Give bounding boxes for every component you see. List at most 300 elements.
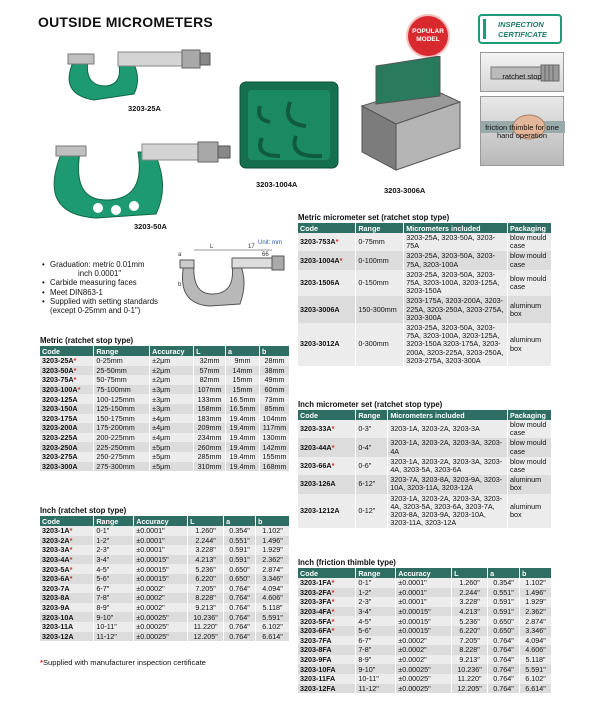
inch-set-heading: Inch micrometer set (ratchet stop type) xyxy=(298,400,443,409)
column-header: Accuracy xyxy=(134,516,188,526)
certificate-star: * xyxy=(69,545,73,555)
inch-friction-table xyxy=(298,568,552,693)
table-cell: 130mm xyxy=(259,433,289,443)
table-cell: 3203-25A, 3203-50A, 3203-75A, 3203-100A xyxy=(404,251,508,269)
column-header: Code xyxy=(298,568,356,578)
table-cell: ±0.00025" xyxy=(134,612,188,622)
table-cell: ±5μm xyxy=(150,442,194,452)
product-code: 3203-1004A xyxy=(300,255,340,265)
table-cell: 14mm xyxy=(226,366,260,376)
table-cell: 11.220" xyxy=(188,622,224,632)
table-cell: 8.228" xyxy=(188,593,224,603)
product-code: 3203-4FA xyxy=(300,607,332,617)
product-code: 3203-300A xyxy=(42,461,78,471)
table-cell: 155mm xyxy=(259,452,289,462)
metric-set-header xyxy=(298,223,552,233)
table-cell: 10.236" xyxy=(452,664,488,674)
table-cell: 0.764" xyxy=(224,584,256,594)
table-cell: 19.4mm xyxy=(226,433,260,443)
inch-set-header xyxy=(298,410,552,420)
table-cell: 0.591" xyxy=(488,597,520,607)
table-cell xyxy=(40,603,94,613)
micrometer-set-1004a-image xyxy=(238,80,340,170)
inch-set-table xyxy=(298,410,552,528)
table-cell xyxy=(40,423,94,433)
table-cell: ±0.0002" xyxy=(396,636,452,646)
table-row xyxy=(298,684,552,694)
table-cell xyxy=(298,626,356,636)
table-cell: 9.213" xyxy=(452,655,488,665)
table-cell: 150-175mm xyxy=(94,414,150,424)
table-cell: 19.4mm xyxy=(226,414,260,424)
table-cell: 200-225mm xyxy=(94,433,150,443)
table-cell: 0.591" xyxy=(224,545,256,555)
table-cell: 125-150mm xyxy=(94,404,150,414)
product-code: 3203-5FA xyxy=(300,616,332,626)
product-code: 3203-3FA xyxy=(300,597,332,607)
column-header: Code xyxy=(40,346,94,356)
table-row xyxy=(40,366,290,376)
table-cell: ±3μm xyxy=(150,404,194,414)
table-cell: ±0.00015" xyxy=(396,616,452,626)
table-cell xyxy=(40,452,94,462)
table-header-row xyxy=(298,410,552,420)
table-cell: ±0.0001" xyxy=(134,526,188,536)
table-row xyxy=(40,356,290,366)
table-cell: 3203-175A, 3203-200A, 3203-225A, 3203-250A, 3203-275A, 3203-300A xyxy=(404,296,508,323)
table-cell: 19.4mm xyxy=(226,452,260,462)
table-cell: 142mm xyxy=(259,442,289,452)
footnote-text: Supplied with manufacturer inspection certificate xyxy=(42,658,206,667)
table-row xyxy=(298,578,552,588)
column-header: L xyxy=(188,516,224,526)
table-cell: 12.205" xyxy=(188,632,224,642)
product-code: 3203-225A xyxy=(42,433,78,443)
table-row xyxy=(298,251,552,269)
table-cell: ±2μm xyxy=(150,356,194,366)
inspection-badge-line2: CERTIFICATE xyxy=(498,30,547,39)
product-label-25a: 3203-25A xyxy=(128,104,161,113)
table-cell: 2.874" xyxy=(256,564,290,574)
table-cell xyxy=(40,584,94,594)
table-cell: 7.205" xyxy=(188,584,224,594)
table-cell: ±3μm xyxy=(150,385,194,395)
table-cell: ±0.00015" xyxy=(396,626,452,636)
table-cell: 25-50mm xyxy=(94,366,150,376)
table-cell: 104mm xyxy=(259,414,289,424)
column-header: L xyxy=(194,346,226,356)
product-code: 3203-3012A xyxy=(300,339,340,349)
column-header: Packaging xyxy=(507,410,551,420)
table-row xyxy=(298,494,552,529)
table-cell: 6-7" xyxy=(94,584,134,594)
table-cell xyxy=(298,645,356,655)
table-row xyxy=(298,655,552,665)
table-cell: 1.260" xyxy=(452,578,488,588)
certificate-star: * xyxy=(77,385,81,395)
table-cell: 3203-25A, 3203-50A, 3203-75A, 3203-100A, 3203-125A, 3203-150A 3203-175A, 3203-200A, 3203-225A, 3203-250A, 3203-275A, 3203-300A xyxy=(404,323,508,366)
table-cell xyxy=(40,622,94,632)
table-cell: 3-4" xyxy=(94,555,134,565)
table-cell: 0-25mm xyxy=(94,356,150,366)
table-row xyxy=(298,475,552,493)
table-cell: 0-1" xyxy=(356,578,396,588)
table-cell: 57mm xyxy=(194,366,226,376)
table-cell: 9-10" xyxy=(356,664,396,674)
table-cell: 133mm xyxy=(194,394,226,404)
product-code: 3203-8A xyxy=(42,593,70,603)
product-code: 3203-9FA xyxy=(300,655,332,665)
table-cell: ±4μm xyxy=(150,414,194,424)
table-cell: 117mm xyxy=(259,423,289,433)
table-cell: ±0.0001" xyxy=(134,536,188,546)
table-cell: 10.236" xyxy=(188,612,224,622)
table-row xyxy=(298,616,552,626)
micrometer-25a-image xyxy=(54,38,214,106)
table-cell: 0.354" xyxy=(224,526,256,536)
product-code: 3203-10FA xyxy=(300,664,336,674)
diagram-unit-label: Unit: mm xyxy=(258,240,282,246)
table-cell xyxy=(40,394,94,404)
table-cell: 1.102" xyxy=(520,578,552,588)
certificate-star: * xyxy=(331,578,335,588)
table-row xyxy=(298,270,552,297)
certificate-star: * xyxy=(69,555,73,565)
table-cell: ±0.0002" xyxy=(134,603,188,613)
table-cell: aluminum box xyxy=(507,494,551,529)
table-cell: 7.205" xyxy=(452,636,488,646)
table-cell: 0.764" xyxy=(224,632,256,642)
diagram-label-L: L xyxy=(210,244,214,250)
table-cell xyxy=(40,536,94,546)
product-code: 3203-2FA xyxy=(300,587,332,597)
product-code: 3203-12A xyxy=(42,631,74,641)
table-cell: 2.244" xyxy=(188,536,224,546)
table-cell xyxy=(40,385,94,395)
table-cell xyxy=(40,442,94,452)
product-code: 3203-3A xyxy=(42,545,70,555)
spec-item: inch 0.0001" xyxy=(78,269,122,279)
table-row xyxy=(40,612,290,622)
popular-badge-line2: MODEL xyxy=(416,36,440,43)
product-label-3006a: 3203-3006A xyxy=(384,186,426,195)
table-cell: 0.650" xyxy=(224,564,256,574)
inch-ratchet-body xyxy=(40,526,290,641)
certificate-star: * xyxy=(331,626,335,636)
table-row xyxy=(298,438,552,456)
table-cell: 6.614" xyxy=(256,632,290,642)
metric-set-body xyxy=(298,233,552,366)
product-code: 3203-25A xyxy=(42,356,74,366)
product-code: 3203-44A xyxy=(300,442,332,452)
column-header: Range xyxy=(356,223,404,233)
table-cell: ±2μm xyxy=(150,375,194,385)
table-cell: 0.764" xyxy=(488,655,520,665)
product-code: 3203-126A xyxy=(300,479,336,489)
product-code: 3203-3006A xyxy=(300,304,340,314)
table-cell: aluminum box xyxy=(508,296,552,323)
product-label-1004a: 3203-1004A xyxy=(256,180,298,189)
certificate-star: * xyxy=(331,607,335,617)
table-cell xyxy=(40,555,94,565)
table-cell: 60mm xyxy=(259,385,289,395)
product-code: 3203-125A xyxy=(42,394,78,404)
diagram-label-a: a xyxy=(178,252,182,258)
table-row xyxy=(40,414,290,424)
table-header-row xyxy=(40,516,290,526)
table-cell: 28mm xyxy=(259,356,289,366)
table-cell: 0.764" xyxy=(488,636,520,646)
table-cell: 1-2" xyxy=(94,536,134,546)
table-cell: 3203-1A, 3203-2A, 3203-3A xyxy=(388,420,508,438)
product-code: 3203-1A xyxy=(42,526,70,536)
footnote-star: * xyxy=(40,658,43,667)
column-header: a xyxy=(226,346,260,356)
table-cell: 0.764" xyxy=(488,645,520,655)
table-cell: 50-75mm xyxy=(94,375,150,385)
table-cell: 9-10" xyxy=(94,612,134,622)
table-cell: 158mm xyxy=(194,404,226,414)
table-cell: blow mould case xyxy=(507,420,551,438)
inch-friction-header xyxy=(298,568,552,578)
table-row xyxy=(40,536,290,546)
table-row xyxy=(40,622,290,632)
table-cell: 168mm xyxy=(259,462,289,472)
table-cell: blow mould case xyxy=(508,233,552,251)
product-code: 3203-200A xyxy=(42,423,78,433)
certificate-star: * xyxy=(335,237,339,247)
table-cell: 5.591" xyxy=(520,664,552,674)
column-header: b xyxy=(256,516,290,526)
table-cell: 0.650" xyxy=(488,616,520,626)
table-cell: 6-7" xyxy=(356,636,396,646)
table-cell: 73mm xyxy=(259,394,289,404)
table-row xyxy=(298,664,552,674)
product-code: 3203-7A xyxy=(42,583,70,593)
column-header: L xyxy=(452,568,488,578)
table-cell: 5.236" xyxy=(452,616,488,626)
table-cell: 4.094" xyxy=(256,584,290,594)
product-code: 3203-150A xyxy=(42,404,78,414)
table-cell: 12.205" xyxy=(452,684,488,694)
column-header: a xyxy=(224,516,256,526)
table-cell: ±0.0001" xyxy=(134,545,188,555)
table-cell xyxy=(298,233,356,251)
table-cell xyxy=(298,578,356,588)
table-cell: 0-12" xyxy=(356,494,388,529)
table-row xyxy=(298,420,552,438)
table-row xyxy=(298,626,552,636)
column-header: Packaging xyxy=(508,223,552,233)
table-cell: 2.362" xyxy=(520,607,552,617)
table-cell: ±0.00025" xyxy=(396,684,452,694)
table-cell: 8-9" xyxy=(356,655,396,665)
table-cell: ±0.0001" xyxy=(396,578,452,588)
table-cell: 11-12" xyxy=(356,684,396,694)
table-cell: 5.118" xyxy=(256,603,290,613)
table-cell xyxy=(40,366,94,376)
spec-item: Meet DIN863-1 xyxy=(50,287,103,297)
table-row xyxy=(40,423,290,433)
table-row xyxy=(40,462,290,472)
column-header: Code xyxy=(298,410,356,420)
table-cell: 0.650" xyxy=(224,574,256,584)
micrometer-50a-image xyxy=(36,130,236,222)
column-header: Accuracy xyxy=(150,346,194,356)
table-row xyxy=(298,597,552,607)
metric-set-table xyxy=(298,223,552,366)
micrometer-set-3006a-image xyxy=(356,56,466,174)
table-cell: 4.606" xyxy=(520,645,552,655)
table-cell: 4-5" xyxy=(94,564,134,574)
column-header: Accuracy xyxy=(396,568,452,578)
certificate-star: * xyxy=(69,535,73,545)
friction-thimble-caption: friction thimble for one hand operation xyxy=(485,123,559,140)
product-code: 3203-4A xyxy=(42,555,70,565)
table-cell xyxy=(298,323,356,366)
table-cell: 6.220" xyxy=(188,574,224,584)
table-cell: 19.4mm xyxy=(226,462,260,472)
table-cell xyxy=(298,420,356,438)
column-header: Micrometers included xyxy=(388,410,508,420)
spec-item: Carbide measuring faces xyxy=(50,278,137,288)
table-cell: 0.591" xyxy=(224,555,256,565)
table-cell: 234mm xyxy=(194,433,226,443)
table-cell: 1.260" xyxy=(188,526,224,536)
column-header: Range xyxy=(94,516,134,526)
table-cell xyxy=(298,270,356,297)
table-cell xyxy=(298,674,356,684)
table-cell: 16.5mm xyxy=(226,394,260,404)
product-code: 3203-75A xyxy=(42,375,74,385)
table-cell: 0.764" xyxy=(224,622,256,632)
product-code: 3203-50A xyxy=(42,365,74,375)
table-cell: 0.591" xyxy=(488,607,520,617)
table-cell: ±0.00015" xyxy=(134,564,188,574)
certificate-star: * xyxy=(331,442,335,452)
table-cell: 6.102" xyxy=(256,622,290,632)
table-cell: 32mm xyxy=(194,356,226,366)
ratchet-stop-caption: ratchet stop xyxy=(502,72,542,81)
spec-item: (except 0-25mm and 0-1") xyxy=(50,306,141,316)
certificate-star: * xyxy=(331,460,335,470)
table-cell: ±0.00015" xyxy=(134,574,188,584)
table-cell: 8-9" xyxy=(94,603,134,613)
table-cell: 0.764" xyxy=(488,674,520,684)
table-cell xyxy=(40,564,94,574)
table-cell: 4.094" xyxy=(520,636,552,646)
table-cell: ±0.00015" xyxy=(396,607,452,617)
table-cell: 0-300mm xyxy=(356,323,404,366)
table-cell: 7-8" xyxy=(94,593,134,603)
metric-ratchet-body xyxy=(40,356,290,471)
popular-model-badge xyxy=(408,16,448,56)
product-code: 3203-1212A xyxy=(300,505,340,515)
table-row xyxy=(40,584,290,594)
metric-set-heading: Metric micrometer set (ratchet stop type) xyxy=(298,213,450,222)
table-cell: 275-300mm xyxy=(94,462,150,472)
certificate-star: * xyxy=(339,255,343,265)
spec-item: Supplied with setting standards xyxy=(50,296,158,306)
certificate-star: * xyxy=(73,356,77,366)
table-cell: 5-6" xyxy=(94,574,134,584)
table-cell: 0-1" xyxy=(94,526,134,536)
column-header: Range xyxy=(356,568,396,578)
table-cell: ±0.00025" xyxy=(134,632,188,642)
table-cell: 4.213" xyxy=(452,607,488,617)
spec-item: Graduation: metric 0.01mm xyxy=(50,260,145,269)
metric-ratchet-heading: Metric (ratchet stop type) xyxy=(40,336,134,345)
table-cell xyxy=(298,251,356,269)
table-cell: 11.220" xyxy=(452,674,488,684)
table-cell: 209mm xyxy=(194,423,226,433)
table-cell: ±0.0002" xyxy=(396,645,452,655)
table-cell: 10-11" xyxy=(94,622,134,632)
table-cell: ±0.00025" xyxy=(134,622,188,632)
table-cell: 11-12" xyxy=(94,632,134,642)
table-cell: 3-4" xyxy=(356,607,396,617)
table-row xyxy=(298,323,552,366)
table-row xyxy=(40,404,290,414)
table-cell: 9mm xyxy=(226,356,260,366)
table-cell: 3203-1A, 3203-2A, 3203-3A, 3203-4A, 3203-5A, 3203-6A, 3203-7A, 3203-8A, 3203-9A, 3203-10A, 3203-11A, 3203-12A xyxy=(388,494,508,529)
column-header: a xyxy=(488,568,520,578)
table-header-row xyxy=(40,346,290,356)
table-cell: 0.764" xyxy=(488,664,520,674)
table-cell: 0-100mm xyxy=(356,251,404,269)
table-row xyxy=(40,564,290,574)
table-cell: ±0.0002" xyxy=(134,593,188,603)
inch-ratchet-header xyxy=(40,516,290,526)
table-cell xyxy=(40,574,94,584)
table-cell: 0.551" xyxy=(224,536,256,546)
certificate-star: * xyxy=(331,616,335,626)
product-code: 3203-250A xyxy=(42,442,78,452)
table-cell: 2.874" xyxy=(520,616,552,626)
table-row xyxy=(40,603,290,613)
table-cell: 16.5mm xyxy=(226,404,260,414)
table-cell xyxy=(298,616,356,626)
product-code: 3203-11A xyxy=(42,622,74,632)
table-cell xyxy=(40,526,94,536)
table-cell: ±2μm xyxy=(150,366,194,376)
page-title: OUTSIDE MICROMETERS xyxy=(38,14,213,30)
table-cell: 5.118" xyxy=(520,655,552,665)
table-cell: 6.102" xyxy=(520,674,552,684)
table-row xyxy=(298,636,552,646)
table-cell: 0-3" xyxy=(356,420,388,438)
table-cell: ±0.0002" xyxy=(134,584,188,594)
table-cell: 38mm xyxy=(259,366,289,376)
table-row xyxy=(298,296,552,323)
table-cell: 19.4mm xyxy=(226,423,260,433)
product-code: 3203-66A xyxy=(300,460,332,470)
table-cell xyxy=(298,588,356,598)
inspection-badge-line1: INSPECTION xyxy=(498,20,544,29)
table-cell: 3203-1A, 3203-2A, 3203-3A, 3203-4A xyxy=(388,438,508,456)
inch-friction-heading: Inch (friction thimble type) xyxy=(298,558,396,567)
table-cell xyxy=(40,414,94,424)
table-cell: 0.764" xyxy=(224,593,256,603)
table-row xyxy=(298,588,552,598)
table-cell: ±0.00015" xyxy=(134,555,188,565)
table-cell: 4.213" xyxy=(188,555,224,565)
table-cell: 1.929" xyxy=(520,597,552,607)
column-header: Range xyxy=(94,346,150,356)
column-header: Code xyxy=(298,223,356,233)
column-header: b xyxy=(259,346,289,356)
product-code: 3203-2A xyxy=(42,535,70,545)
